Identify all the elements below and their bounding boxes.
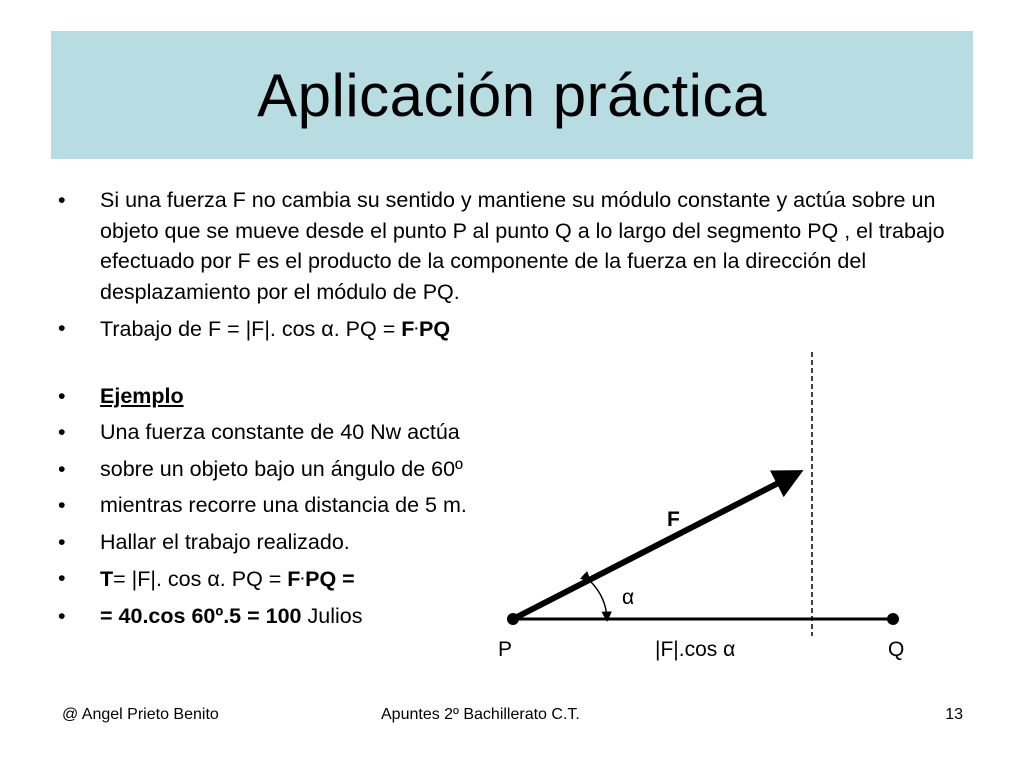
label-projection: |F|.cos α xyxy=(655,638,736,661)
bullet-line3: • mientras recorre una distancia de 5 m. xyxy=(58,490,968,521)
bullet-line4: • Hallar el trabajo realizado. xyxy=(58,527,968,558)
result-bold: = 40.cos 60º.5 = 100 xyxy=(100,603,302,628)
t-dot: · xyxy=(300,570,306,586)
bullet-line1: • Una fuerza constante de 40 Nw actúa xyxy=(58,417,968,448)
footer-course: Apuntes 2º Bachillerato C.T. xyxy=(381,706,580,723)
label-q: Q xyxy=(888,638,905,661)
formula-dot: · xyxy=(414,320,420,336)
point-q-dot xyxy=(887,613,899,625)
point-p-dot xyxy=(507,613,519,625)
force-vector-arrow xyxy=(513,474,796,619)
label-f: F xyxy=(667,508,680,531)
t-symbol: T xyxy=(100,567,114,591)
result-unit: Julios xyxy=(301,603,363,628)
formula-f: F xyxy=(401,317,415,341)
formula-pq: PQ xyxy=(419,317,451,341)
label-p: P xyxy=(498,638,513,661)
example-heading: Ejemplo xyxy=(100,383,184,408)
slide-title: Aplicación práctica xyxy=(257,61,767,129)
t-f: F xyxy=(287,567,301,591)
bullet-intro: • Si una fuerza F no cambia su sentido y mantiene su módulo constante y actúa sobre un objeto que se mueve desde el punto P al punto Q a lo largo del segmento PQ , el trabajo efectuado por F es el producto de la componente de la fuerza en la dirección del desplazamiento por el módulo de PQ. xyxy=(58,185,968,307)
bullet-line2: • sobre un objeto bajo un ángulo de 60º xyxy=(58,454,968,485)
formula-text: Trabajo de F = |F|. cos α. PQ = xyxy=(100,317,402,341)
t-pq: PQ = xyxy=(305,567,355,591)
footer-author: @ Angel Prieto Benito xyxy=(62,706,219,723)
label-alpha: α xyxy=(622,586,635,609)
footer-page-number: 13 xyxy=(945,706,963,723)
t-middle: = |F|. cos α. PQ = xyxy=(113,567,288,591)
angle-arc xyxy=(589,580,607,619)
